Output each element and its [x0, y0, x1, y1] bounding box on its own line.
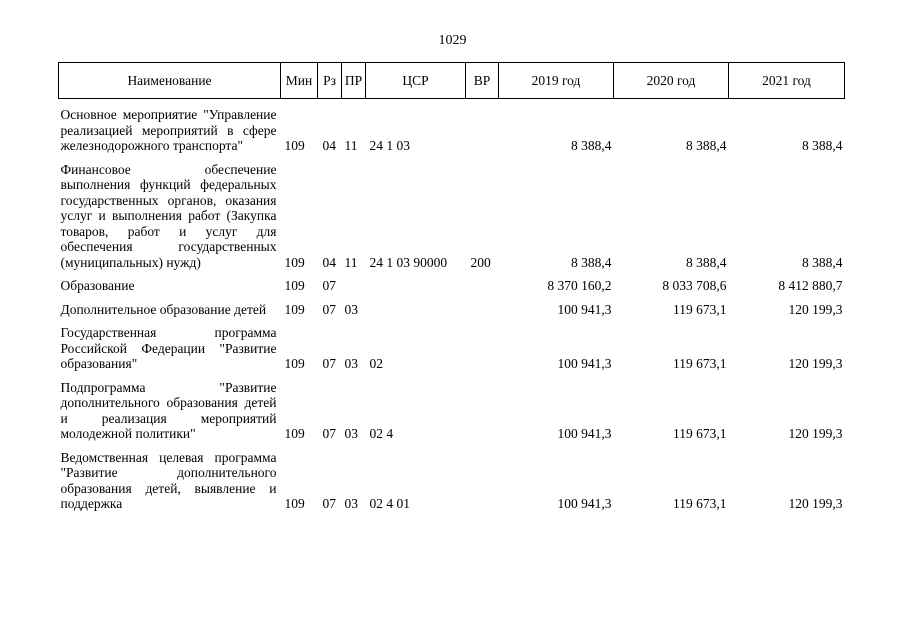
header-name: Наименование — [59, 63, 281, 99]
row-pr: 03 — [344, 356, 358, 371]
row-rz: 04 — [322, 254, 336, 270]
row-vr — [466, 278, 499, 294]
row-min: 109 — [284, 496, 305, 511]
header-min: Мин — [281, 63, 318, 99]
row-csr: 02 4 01 — [369, 496, 410, 511]
row-vr — [466, 450, 499, 512]
row-name: Основное мероприятие "Управление реализацией мероприятий в сфере железнодорожного транспорта" — [60, 107, 277, 153]
row-2021: 120 199,3 — [788, 426, 843, 441]
row-name: Образование — [60, 278, 135, 293]
row-csr — [366, 302, 466, 318]
row-2020: 8 388,4 — [686, 138, 727, 153]
row-2019: 100 941,3 — [557, 496, 612, 511]
row-vr — [466, 380, 499, 442]
page-number: 1029 — [438, 33, 467, 48]
row-2020: 8 033 708,6 — [662, 278, 727, 293]
row-vr: 200 — [470, 254, 491, 270]
row-2021: 8 388,4 — [802, 138, 843, 153]
table-row — [59, 450, 845, 512]
row-vr — [466, 302, 499, 318]
budget-table — [58, 62, 845, 512]
header-2019: 2019 год — [499, 63, 614, 99]
row-name: Государственная программа Российской Федерации "Развитие образования" — [60, 325, 277, 371]
row-2019: 100 941,3 — [557, 356, 612, 371]
header-vr: ВР — [466, 63, 499, 99]
table-header-row — [59, 63, 845, 99]
row-name: Финансовое обеспечение выполнения функций федеральных государственных органов, оказания услуг и выполнения работ (Закупка товаров, работ и услуг для обеспечения государственных (муниципальных) нужд) — [60, 161, 277, 270]
row-min: 109 — [284, 301, 305, 317]
table-row — [59, 107, 845, 154]
row-rz: 04 — [322, 138, 336, 153]
row-pr — [342, 278, 366, 294]
row-2021: 8 388,4 — [802, 254, 843, 270]
row-pr: 03 — [344, 301, 358, 317]
row-csr: 24 1 03 90000 — [369, 254, 448, 270]
row-pr: 03 — [344, 426, 358, 441]
row-csr: 02 — [369, 356, 383, 371]
row-2021: 120 199,3 — [788, 301, 843, 317]
row-vr — [466, 325, 499, 372]
row-rz: 07 — [322, 278, 336, 293]
table-row — [59, 302, 845, 318]
row-pr: 03 — [344, 496, 358, 511]
row-rz: 07 — [322, 301, 336, 317]
row-csr: 24 1 03 — [369, 138, 410, 153]
row-min: 109 — [284, 138, 305, 153]
table-row — [59, 380, 845, 442]
table-row — [59, 278, 845, 294]
row-rz: 07 — [322, 496, 336, 511]
row-2020: 119 673,1 — [673, 496, 727, 511]
row-2019: 8 388,4 — [571, 254, 612, 270]
header-csr: ЦСР — [366, 63, 466, 99]
header-pr: ПР — [342, 63, 366, 99]
row-pr: 11 — [344, 138, 358, 153]
row-2019: 100 941,3 — [557, 301, 612, 317]
header-2020: 2020 год — [614, 63, 729, 99]
row-vr — [466, 107, 499, 154]
table-row — [59, 325, 845, 372]
row-2019: 8 370 160,2 — [547, 278, 612, 293]
row-csr: 02 4 — [369, 426, 394, 441]
row-rz: 07 — [322, 426, 336, 441]
row-2021: 120 199,3 — [788, 356, 843, 371]
table-row — [59, 162, 845, 271]
row-name: Ведомственная целевая программа "Развитие дополнительного образования детей, выявление и поддержка — [60, 449, 277, 511]
row-min: 109 — [284, 278, 305, 293]
row-pr: 11 — [344, 254, 358, 270]
row-2020: 8 388,4 — [686, 254, 727, 270]
row-2020: 119 673,1 — [673, 301, 727, 317]
header-rz: Рз — [318, 63, 342, 99]
row-name: Дополнительное образование детей — [60, 301, 267, 317]
row-2021: 8 412 880,7 — [778, 278, 843, 293]
row-2019: 100 941,3 — [557, 426, 612, 441]
row-min: 109 — [284, 426, 305, 441]
row-min: 109 — [284, 356, 305, 371]
row-2020: 119 673,1 — [673, 356, 727, 371]
row-2020: 119 673,1 — [673, 426, 727, 441]
row-2019: 8 388,4 — [571, 138, 612, 153]
header-2021: 2021 год — [729, 63, 845, 99]
row-min: 109 — [284, 254, 305, 270]
row-2021: 120 199,3 — [788, 496, 843, 511]
row-name: Подпрограмма "Развитие дополнительного образования детей и реализация мероприятий молодежной политики" — [60, 379, 277, 441]
row-rz: 07 — [322, 356, 336, 371]
row-csr — [366, 278, 466, 294]
